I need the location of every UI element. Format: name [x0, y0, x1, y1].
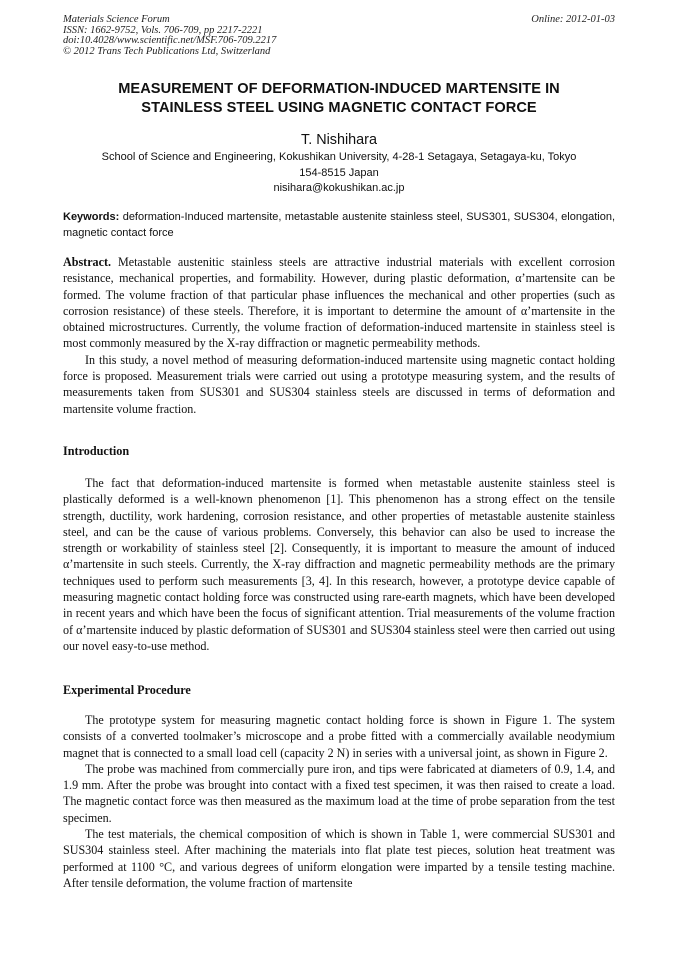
affiliation-line-2: 154-8515 Japan: [299, 166, 379, 179]
experimental-paragraph-1: The prototype system for measuring magnetic contact holding force is shown in Figure 1. The system consists of a converted toolmaker’s microscope and a probe fitted with a commercially available neodymium magnet that is connected to a small load cell (capacity 2 N) in series with a universal joint, as shown in Figure 2.: [63, 713, 615, 760]
keywords-label: Keywords:: [63, 211, 120, 223]
title-line-1: MEASUREMENT OF DEFORMATION-INDUCED MARTENSITE IN: [118, 81, 560, 97]
introduction-body: [63, 475, 615, 654]
abstract: [63, 254, 615, 417]
journal-name: Materials Science Forum: [63, 14, 170, 25]
paper-title: [63, 80, 615, 118]
online-date: Online: 2012-01-03: [531, 14, 615, 25]
keywords: [63, 210, 615, 242]
title-line-2: STAINLESS STEEL USING MAGNETIC CONTACT FORCE: [141, 100, 537, 116]
section-heading-introduction: Introduction: [63, 444, 130, 458]
abstract-paragraph-2: In this study, a novel method of measuring deformation-induced martensite using magnetic contact holding force is proposed. Measurement trials were carried out using a prototype measuring system, and the results of measurements taken from SUS301 and SUS304 stainless steels are discussed in terms of deformation and martensite volume fraction.: [63, 352, 615, 416]
introduction-paragraph-1: The fact that deformation-induced martensite is formed when metastable austenite stainless steel is plastically deformed is a well-known phenomenon [1]. This phenomenon has a strong effect on the tensile strength, ductility, work hardening, corrosion resistance, and other properties of metastable austenite stainless steel, and can be the cause of various problems. Conversely, this behavior can also be used to increase the strength or workability of stainless steel [2]. Consequently, it is important to measure the amount of induced α’martensite in such steels. Currently, the X-ray diffraction and magnetic permeability methods are the primary techniques used to perform such measurements [3, 4]. In this research, however, a prototype device capable of measuring magnetic contact holding force was constructed using rare-earth magnets, which have been developed in recent years and which have been the focus of significant attention. Trial measurements of the volume fraction of α’martensite induced by plastic deformation of SUS301 and SUS304 stainless steel were then carried out using our novel easy-to-use method.: [63, 476, 615, 653]
affiliation: [63, 150, 615, 197]
issn-line: ISSN: 1662-9752, Vols. 706-709, pp 2217-2221: [63, 24, 263, 36]
abstract-paragraph-1: [63, 254, 615, 352]
experimental-paragraph-2: The probe was machined from commercially pure iron, and tips were fabricated at diameters of 0.9, 1.4, and 1.9 mm. After the probe was brought into contact with a fixed test specimen, it was then raised to create a load. The magnetic contact force was then measured as the maximum load at the time of probe separation from the test specimen.: [63, 761, 615, 825]
author-name: T. Nishihara: [301, 132, 377, 148]
experimental-body: [63, 712, 615, 891]
keywords-text: deformation-Induced martensite, metastable austenite stainless steel, SUS301, SUS304, elongation, magnetic contact force: [63, 211, 615, 239]
author-email: nisihara@kokushikan.ac.jp: [273, 182, 405, 195]
abstract-text-1: Metastable austenitic stainless steels are attractive industrial materials with excellent corrosion resistance, mechanical properties, and formability. However, during plastic deformation, α’martensite can be formed. The volume fraction of that particular phase influences the mechanical and other properties (such as corrosion resistance) of these steels. Therefore, it is important to determine the amount of α’martensite in the obtained microstructures. Currently, the volume fraction of deformation-induced martensite in stainless steel is most commonly measured by the X-ray diffraction or magnetic permeability methods.: [63, 255, 615, 351]
journal-header: [63, 15, 615, 57]
abstract-label: Abstract.: [63, 255, 112, 269]
copyright-line: © 2012 Trans Tech Publications Ltd, Switzerland: [63, 45, 271, 57]
affiliation-line-1: School of Science and Engineering, Kokushikan University, 4-28-1 Setagaya, Setagaya-ku, Tokyo: [101, 151, 577, 163]
section-heading-experimental: Experimental Procedure: [63, 683, 191, 697]
doi-line: doi:10.4028/www.scientific.net/MSF.706-709.2217: [63, 35, 277, 47]
experimental-paragraph-3: The test materials, the chemical composition of which is shown in Table 1, were commercial SUS301 and SUS304 stainless steel. After machining the materials into flat plate test pieces, solution heat treatment was performed at 1100 °C, and various degrees of uniform elongation were imparted by a tensile testing machine. After tensile deformation, the volume fraction of martensite: [63, 827, 615, 890]
